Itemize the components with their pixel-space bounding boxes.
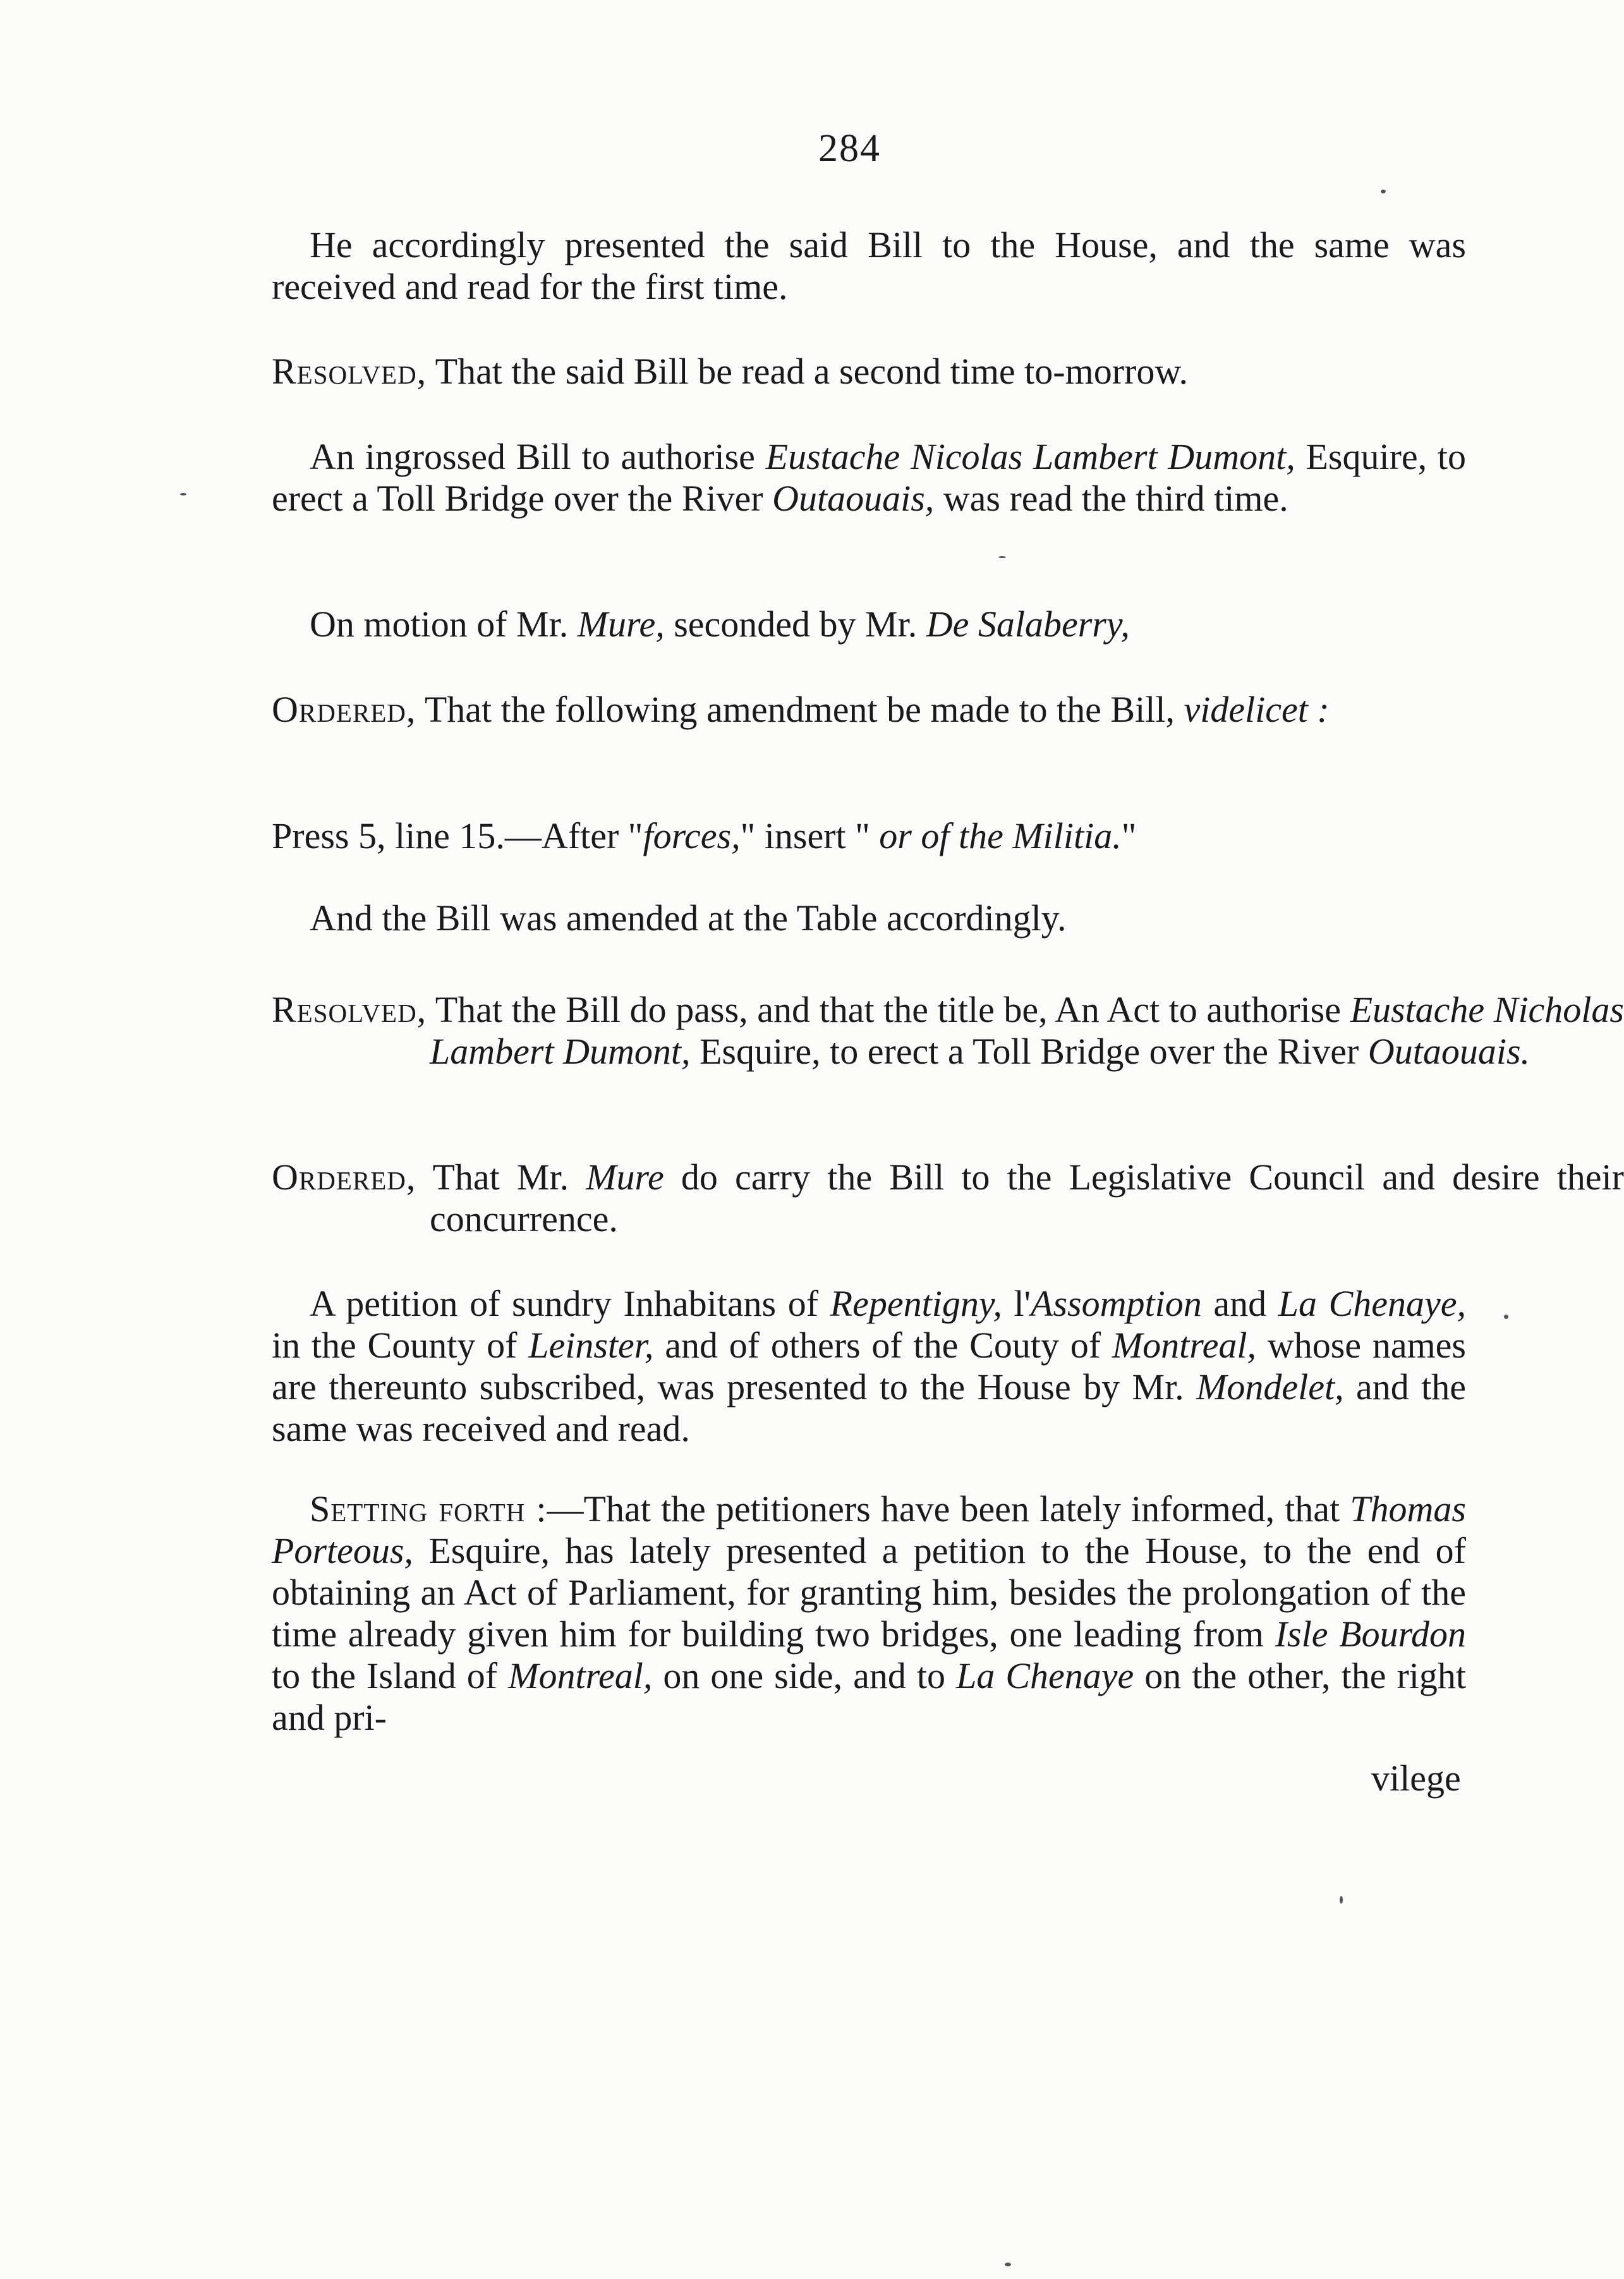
ordered-label: Ordered, (272, 689, 416, 730)
italic-run: or of the Militia. (870, 815, 1122, 856)
paragraph-ingrossed-bill (272, 436, 1466, 520)
member-name: Mure (586, 1157, 664, 1198)
paragraph-motion (272, 604, 1466, 645)
text-run: Esquire, to erect a Toll Bridge over the River (690, 1031, 1368, 1072)
place-name: Assomption (1031, 1283, 1202, 1324)
paragraph-text: And the Bill was amended at the Table accordingly. (310, 897, 1067, 939)
text-run: l' (1002, 1283, 1031, 1324)
page-number: 284 (818, 127, 881, 170)
text-run: That the Bill do pass, and that the title be, An Act to authorise (427, 989, 1350, 1030)
text-run: on one side, and to (652, 1655, 957, 1696)
paragraph-bill-presented (272, 224, 1466, 308)
text-run: and the same was received and read. (272, 1366, 1466, 1449)
text-run: Press 5, line 15.—After " (272, 815, 643, 856)
paragraph-resolved-pass (272, 989, 1624, 1073)
text-run: —That the petitioners have been lately informed, that (547, 1488, 1350, 1529)
text-run: and (1201, 1283, 1278, 1324)
text-run: Esquire, has lately presented a petition to the House, to the end of obtaining an Act of Parliament, for granting him, besides the prolongation of the time already given him for building two bridges, one leading from (272, 1530, 1466, 1655)
paragraph-petition (272, 1283, 1466, 1450)
text-run: in the County of (272, 1325, 529, 1366)
text-run: That the following amendment be made to the Bill, (416, 689, 1184, 730)
text-run: Esquire, to erect a Toll Bridge over the River (272, 436, 1466, 519)
river-name: Outaouais. (1367, 1031, 1530, 1072)
place-name: Repentigny, (830, 1283, 1002, 1324)
paragraph-ordered-amendment (272, 689, 1624, 731)
resolved-label: Resolved, (272, 989, 427, 1030)
member-name: De Salaberry, (926, 604, 1130, 645)
place-name: Montreal, (1112, 1325, 1257, 1366)
text-run: " insert " (740, 815, 870, 856)
place-name: La Chenaye (956, 1655, 1134, 1696)
member-name: Mondelet, (1196, 1366, 1344, 1407)
paragraph-amended (272, 897, 1466, 939)
ink-speck (1005, 2263, 1011, 2266)
place-name: Isle Bourdon (1275, 1614, 1467, 1655)
ink-speck (998, 556, 1006, 558)
paragraph-text: He accordingly presented the said Bill to the House, and the same was received and read for the first time. (272, 224, 1466, 307)
person-name: Eustache Nicolas Lambert Dumont, (765, 436, 1295, 477)
text-run: to the Island of (272, 1655, 509, 1696)
italic-run: videlicet : (1184, 689, 1330, 730)
setting-forth-label: Setting forth : (310, 1488, 547, 1529)
text-run: and of others of the Couty of (653, 1325, 1112, 1366)
text-run: A petition of sundry Inhabitans of (310, 1283, 830, 1324)
paragraph-resolved-second-reading (272, 351, 1466, 392)
ink-speck (1340, 1896, 1343, 1904)
place-name: Leinster, (528, 1325, 654, 1366)
catchword: vilege (1371, 1758, 1461, 1799)
text-run: on the other, the right and pri- (272, 1655, 1467, 1738)
paragraph-setting-forth (272, 1488, 1466, 1739)
paragraph-press-line (272, 815, 1466, 857)
text-run: On motion of Mr. (310, 604, 578, 645)
river-name: Outaouais, (772, 478, 935, 519)
paragraph-ordered-carry (272, 1157, 1624, 1240)
place-name: La Chenaye, (1278, 1283, 1466, 1324)
paragraph-text: That the said Bill be read a second time to-morrow. (427, 351, 1188, 392)
text-run: An ingrossed Bill to authorise (310, 436, 766, 477)
text-run: That Mr. (416, 1157, 586, 1198)
ink-speck (1381, 190, 1386, 193)
text-run: whose names are thereunto subscribed, was presented to the House by Mr. (272, 1325, 1466, 1407)
place-name: Montreal, (508, 1655, 653, 1696)
member-name: Mure, (577, 604, 665, 645)
text-run: was read the third time. (934, 478, 1288, 519)
person-name: Thomas Porteous, (272, 1488, 1466, 1571)
ink-speck (1504, 1315, 1508, 1319)
italic-run: forces, (643, 815, 741, 856)
text-run: seconded by Mr. (664, 604, 926, 645)
resolved-label: Resolved, (272, 351, 427, 392)
text-run: do carry the Bill to the Legislative Council and desire their concurrence. (430, 1157, 1624, 1239)
ink-speck (180, 493, 186, 495)
text-run: " (1121, 815, 1137, 856)
ordered-label: Ordered, (272, 1157, 416, 1198)
person-name: Eustache Nicholas Lambert Dumont, (430, 989, 1624, 1072)
